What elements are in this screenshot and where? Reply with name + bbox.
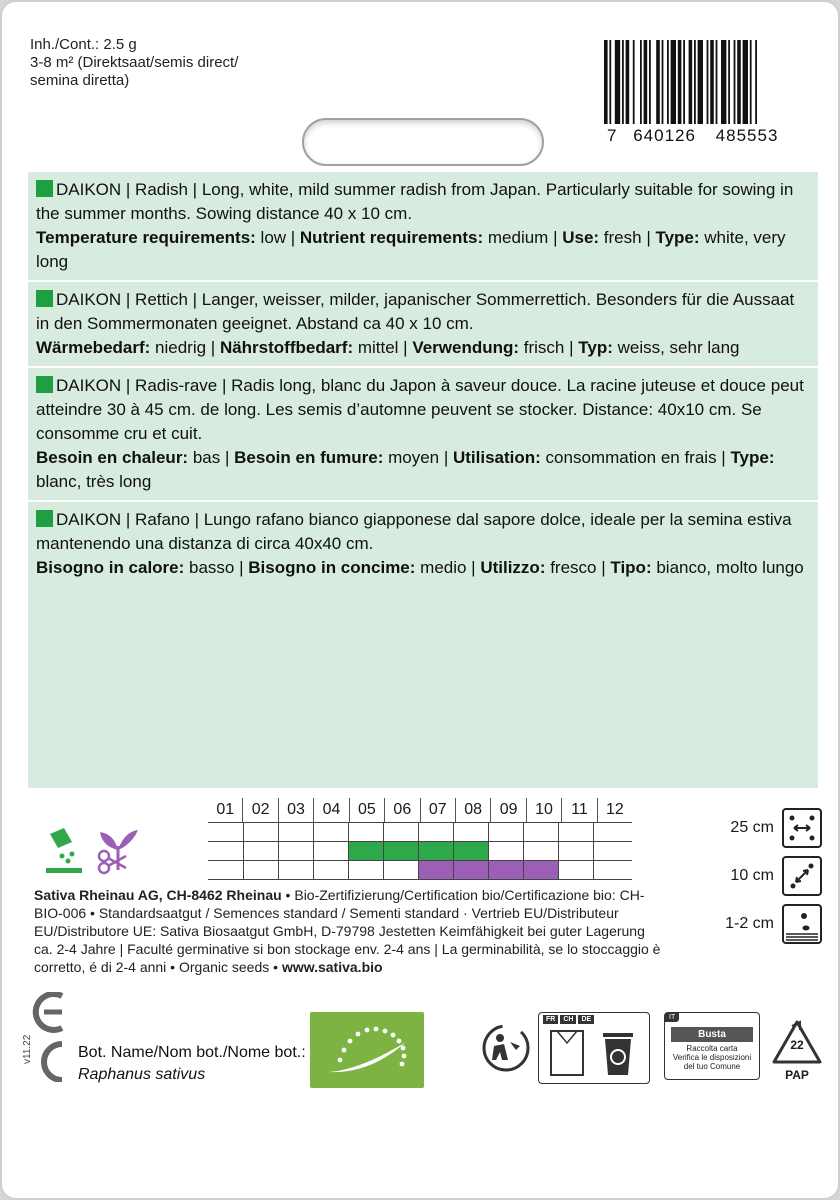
month-label: 09 — [490, 798, 525, 822]
bin-country-tag: DE — [578, 1015, 594, 1024]
attribute-label: Besoin en fumure: — [234, 448, 384, 467]
attribute-value: white, very long — [36, 228, 786, 271]
busta-line-2: Verifica le disposizioni — [672, 1053, 752, 1062]
calendar-cell — [208, 861, 243, 879]
green-square-icon — [36, 290, 53, 307]
attribute-value: bas | — [188, 448, 235, 467]
pap-recycling-icon — [770, 1018, 824, 1088]
content-info — [30, 36, 238, 90]
calendar-cell — [243, 823, 278, 841]
plant-distance-icon — [782, 856, 822, 896]
row-distance-icon — [782, 808, 822, 848]
description-text: DAIKON | Radish | Long, white, mild summer radish from Japan. Particularly suitable for sowing in the summer months. Sowing distance 40 x 10 cm. — [36, 180, 794, 223]
calendar-cell — [488, 842, 523, 860]
botanical-name — [78, 1042, 306, 1086]
pap-number: 22 — [790, 1038, 804, 1052]
attribute-value: weiss, sehr lang — [612, 338, 740, 357]
calendar-cell — [418, 823, 453, 841]
busta-line-1: Raccolta carta — [686, 1044, 738, 1053]
attribute-label: Bisogno in calore: — [36, 558, 185, 577]
description-it — [28, 502, 818, 586]
barcode-number — [607, 126, 827, 146]
eu-organic-logo — [310, 1012, 424, 1088]
sowing-calendar — [208, 798, 632, 880]
botanical-value: Raphanus sativus — [78, 1066, 206, 1083]
sowing-icons — [42, 820, 152, 880]
description-panel — [28, 172, 818, 788]
calendar-cell — [558, 823, 593, 841]
month-label: 02 — [242, 798, 277, 822]
calendar-cell — [208, 823, 243, 841]
month-label: 04 — [313, 798, 348, 822]
row-distance-label: 25 cm — [730, 819, 774, 836]
green-square-icon — [36, 510, 53, 527]
triman-icon — [480, 1020, 532, 1076]
harvest-cell — [488, 861, 523, 879]
calendar-grid — [208, 822, 632, 880]
harvest-cell — [453, 861, 488, 879]
month-label: 11 — [561, 798, 596, 822]
description-fr — [28, 368, 818, 502]
sorting-bins — [538, 1012, 650, 1084]
month-label: 08 — [455, 798, 490, 822]
description-en — [28, 172, 818, 282]
bin-country-tag: CH — [560, 1015, 576, 1024]
calendar-cell — [278, 861, 313, 879]
sowing-cell — [453, 842, 488, 860]
month-label: 07 — [420, 798, 455, 822]
description-attributes — [36, 556, 810, 580]
recycling-icons — [480, 1010, 826, 1090]
harvest-plant-icon — [99, 830, 138, 873]
calendar-row-3 — [208, 861, 632, 880]
company-name: Sativa Rheinau AG, CH-8462 Rheinau — [34, 887, 282, 903]
hang-slot — [302, 118, 544, 166]
sowing-cell — [383, 842, 418, 860]
month-label: 05 — [349, 798, 384, 822]
attribute-label: Typ: — [578, 338, 613, 357]
sowing-cell — [418, 842, 453, 860]
attribute-value: frisch | — [519, 338, 579, 357]
description-de — [28, 282, 818, 368]
attribute-label: Nutrient requirements: — [299, 228, 484, 247]
attribute-label: Verwendung: — [412, 338, 520, 357]
attribute-label: Use: — [562, 228, 600, 247]
green-square-icon — [36, 180, 53, 197]
version-code: v11.22 — [22, 1034, 33, 1064]
harvest-cell — [523, 861, 558, 879]
content-line-1: Inh./Cont.: 2.5 g — [30, 36, 137, 53]
barcode-group-2: 485553 — [715, 126, 779, 145]
calendar-cell — [593, 842, 628, 860]
ce-marks-icon — [30, 992, 76, 1082]
barcode-first-digit: 7 — [607, 126, 618, 145]
description-text: DAIKON | Radis-rave | Radis long, blanc du Japon à saveur douce. La racine juteuse et douce peut atteindre 30 à 45 cm. de long. Les semis d’automne peuvent se stocker. Distance: 40x10 cm. Se consomme cru et cuit. — [36, 376, 804, 443]
attribute-value: moyen | — [383, 448, 453, 467]
calendar-row-1 — [208, 823, 632, 842]
calendar-cell — [348, 823, 383, 841]
row-distance — [692, 804, 822, 852]
calendar-cell — [243, 842, 278, 860]
bin-country-tags — [543, 1015, 594, 1024]
calendar-cell — [383, 861, 418, 879]
month-label: 01 — [216, 801, 235, 818]
attribute-value: fresco | — [545, 558, 611, 577]
company-website[interactable]: www.sativa.bio — [281, 959, 383, 975]
description-text: DAIKON | Rafano | Lungo rafano bianco giapponese dal sapore dolce, ideale per la semina estiva mantenendo una distanza di circa 40x40 cm. — [36, 510, 792, 553]
sowing-depth-icon — [782, 904, 822, 944]
description-attributes — [36, 226, 810, 274]
calendar-cell — [453, 823, 488, 841]
attribute-value: blanc, très long — [36, 472, 152, 491]
attribute-value: medio | — [415, 558, 481, 577]
calendar-cell — [593, 861, 628, 879]
calendar-cell — [313, 842, 348, 860]
calendar-cell — [383, 823, 418, 841]
busta-country: IT — [665, 1013, 679, 1022]
busta-line-3: del tuo Comune — [683, 1062, 741, 1071]
month-label: 03 — [278, 798, 313, 822]
month-label: 12 — [597, 798, 632, 822]
plant-distance — [692, 852, 822, 900]
attribute-label: Utilizzo: — [480, 558, 546, 577]
bin-country-tag: FR — [543, 1015, 558, 1024]
green-square-icon — [36, 376, 53, 393]
pap-label: PAP — [785, 1068, 809, 1082]
attribute-value: medium | — [483, 228, 563, 247]
sowing-depth-label: 1-2 cm — [725, 915, 774, 932]
attribute-label: Temperature requirements: — [36, 228, 256, 247]
sowing-depth — [692, 900, 822, 948]
calendar-cell — [593, 823, 628, 841]
attribute-label: Type: — [655, 228, 700, 247]
calendar-cell — [558, 861, 593, 879]
calendar-cell — [523, 823, 558, 841]
attribute-label: Bisogno in concime: — [248, 558, 416, 577]
calendar-cell — [488, 823, 523, 841]
calendar-row-2 — [208, 842, 632, 861]
calendar-cell — [313, 861, 348, 879]
attribute-value: low | — [255, 228, 300, 247]
busta-title: Busta — [671, 1027, 753, 1042]
company-details: • Bio-Zertifizierung/Certification bio/Certificazione bio: CH-BIO-006 • Standardsaatgut / Semences standard / Sementi standard · Vertrieb EU/Distributeur EU/Distributore UE: Sativa Biosaatgut GmbH, D-79798 Jestetten Keimfähigkeit bei guter Lagerung ca. 2-4 Jahre | Faculté germinative si bon stockage env. 2-4 ans | La germinabilità, se lo stoccaggio è corretto, é di 2-4 anni • Organic seeds • — [34, 887, 661, 975]
calendar-cell — [558, 842, 593, 860]
harvest-cell — [418, 861, 453, 879]
plant-distance-label: 10 cm — [730, 867, 774, 884]
calendar-cell — [208, 842, 243, 860]
attribute-value: fresh | — [599, 228, 656, 247]
calendar-cell — [278, 823, 313, 841]
month-label: 10 — [526, 798, 561, 822]
calendar-cell — [243, 861, 278, 879]
spacing-info — [692, 804, 822, 948]
attribute-value: consommation en frais | — [540, 448, 731, 467]
attribute-label: Nährstoffbedarf: — [219, 338, 354, 357]
barcode-group-1: 640126 — [633, 126, 696, 145]
attribute-label: Wärmebedarf: — [36, 338, 151, 357]
calendar-cell — [523, 842, 558, 860]
attribute-label: Tipo: — [610, 558, 652, 577]
content-line-3: semina diretta) — [30, 72, 130, 89]
attribute-label: Besoin en chaleur: — [36, 448, 189, 467]
company-info — [34, 886, 664, 976]
attribute-label: Utilisation: — [452, 448, 541, 467]
busta-info — [664, 1012, 760, 1080]
calendar-cell — [278, 842, 313, 860]
seed-bag-icon — [46, 828, 82, 873]
sowing-cell — [348, 842, 383, 860]
attribute-value: niedrig | — [150, 338, 220, 357]
attribute-value: basso | — [184, 558, 249, 577]
attribute-label: Type: — [730, 448, 775, 467]
attribute-value: mittel | — [353, 338, 413, 357]
content-line-2: 3-8 m² (Direktsaat/semis direct/ — [30, 54, 239, 71]
calendar-months — [208, 798, 632, 822]
calendar-cell — [348, 861, 383, 879]
description-attributes — [36, 336, 810, 360]
calendar-cell — [313, 823, 348, 841]
month-label: 06 — [384, 798, 419, 822]
description-attributes — [36, 446, 810, 494]
botanical-label: Bot. Name/Nom bot./Nome bot.: — [78, 1044, 306, 1061]
attribute-value: bianco, molto lungo — [651, 558, 804, 577]
description-text: DAIKON | Rettich | Langer, weisser, milder, japanischer Sommerrettich. Besonders für die Aussaat in den Sommermonaten geeignet. Abstand ca 40 x 10 cm. — [36, 290, 795, 333]
